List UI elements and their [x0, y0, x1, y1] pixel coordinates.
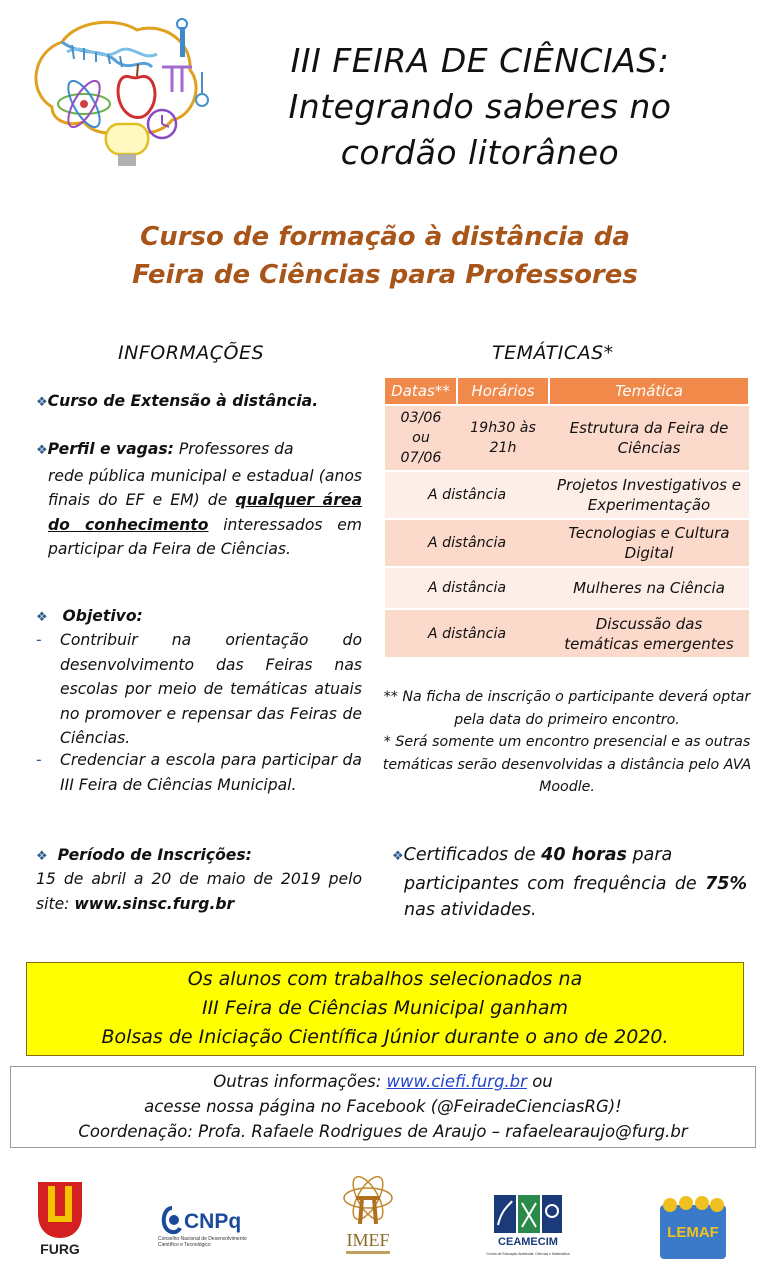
banner-line: III Feira de Ciências Municipal ganham [201, 997, 569, 1019]
perfil-text: rede pública municipal e estadual (anos finais do EF e EM) de [48, 466, 362, 509]
periodo-label: Período de Inscrições: [57, 846, 252, 864]
mode-cell: A distância [385, 519, 549, 567]
cert-hours: 40 horas [541, 845, 627, 865]
objetivo-text: Contribuir na orientação do desenvolvimento das Feiras nas escolas por meio de temáticas atuais no promover e repensar das Feiras de Ciências. [60, 631, 362, 747]
diamond-bullet-icon: ❖ [36, 443, 48, 458]
contact-suffix: ou [526, 1072, 553, 1091]
perfil-highlight: qualquer área do conhecimento [48, 491, 362, 534]
table-row [385, 567, 749, 609]
furg-logo [30, 1178, 90, 1258]
course-subtitle [60, 218, 710, 294]
objetivo-text: Credenciar a escola para participar da III Feira de Ciências Municipal. [60, 751, 362, 794]
cert-percent: 75% [705, 873, 747, 894]
objetivo-item [36, 748, 362, 797]
banner-line: Bolsas de Iniciação Científica Júnior durante o ano de 2020. [101, 1026, 669, 1048]
date-line: 03/06 [400, 410, 442, 426]
table-row [385, 609, 749, 657]
footnotes [382, 686, 752, 799]
scholarship-banner [26, 962, 744, 1056]
column-header: Datas** [385, 378, 457, 405]
subtitle-line: Curso de formação à distância da [140, 222, 630, 252]
tema-cell: Projetos Investigativos e Experimentação [549, 471, 749, 519]
date-line: 07/06 [400, 450, 442, 466]
certificate-info [392, 842, 747, 924]
diamond-bullet-icon: ❖ [392, 849, 404, 864]
subtitle-line: Feira de Ciências para Professores [132, 260, 638, 290]
diamond-bullet-icon: ❖ [36, 849, 48, 864]
title-line: cordão litorâneo [340, 133, 620, 172]
date-line: ou [412, 430, 430, 446]
tema-cell: Tecnologias e Cultura Digital [549, 519, 749, 567]
dash-bullet: - [36, 631, 42, 649]
cnpq-label: CNPq [184, 1210, 242, 1233]
tema-cell: Discussão das temáticas emergentes [549, 609, 749, 657]
perfil-text: interessados em participar da Feira de Ciências. [48, 515, 362, 558]
lemaf-label: LEMAF [667, 1224, 719, 1241]
diamond-bullet-icon: ❖ [36, 395, 48, 410]
cnpq-logo [158, 1200, 256, 1248]
perfil-section [36, 437, 362, 562]
contact-line [11, 1069, 755, 1094]
info-heading: INFORMAÇÕES [118, 342, 265, 364]
column-header: Temática [549, 378, 749, 405]
tematicas-heading: TEMÁTICAS* [492, 342, 614, 364]
lemaf-logo [660, 1195, 726, 1259]
cnpq-subtitle: Científico e Tecnológico [158, 1242, 211, 1248]
objetivo-label: Objetivo: [62, 607, 143, 625]
title-line: Integrando saberes no [288, 87, 672, 126]
periodo-heading [36, 843, 362, 870]
banner-line: Os alunos com trabalhos selecionados na [187, 968, 583, 990]
course-label: Curso de Extensão à distância. [47, 392, 319, 410]
time-cell: 19h30 às 21h [457, 405, 549, 471]
cert-text: nas atividades. [404, 900, 537, 920]
dash-bullet: - [36, 751, 42, 769]
mode-cell: A distância [385, 471, 549, 519]
cert-text: participantes com frequência de [404, 873, 697, 894]
contact-box [10, 1066, 756, 1148]
facebook-line: acesse nossa página no Facebook (@FeiradeCienciasRG)! [144, 1097, 622, 1116]
cnpq-subtitle: Conselho Nacional de Desenvolvimento [158, 1236, 247, 1242]
tema-cell: Estrutura da Feira de Ciências [549, 405, 749, 471]
science-brain-logo [22, 12, 207, 172]
course-type [36, 389, 362, 416]
perfil-text: Professores da [173, 440, 294, 458]
mode-cell: A distância [385, 567, 549, 609]
coordination-line: Coordenação: Profa. Rafaele Rodrigues de Araujo – rafaelearaujo@furg.br [78, 1122, 688, 1141]
periodo-text [36, 867, 362, 916]
cert-text: para [626, 845, 673, 865]
ceamecim-subtitle: Centro de Educação Ambiental, Ciências e Matemática [486, 1252, 570, 1256]
objetivo-item [36, 628, 362, 751]
schedule-table [385, 378, 750, 657]
table-header-row [385, 378, 749, 405]
event-title [220, 38, 740, 176]
ceamecim-label: CEAMECIM [498, 1236, 558, 1248]
imef-logo [338, 1168, 398, 1260]
imef-label: IMEF [346, 1230, 390, 1250]
table-row [385, 405, 749, 471]
objetivo-heading [36, 604, 362, 631]
periodo-dates: 15 de abril a 20 de maio de 2019 pelo site: [36, 870, 362, 913]
table-row [385, 471, 749, 519]
tema-cell: Mulheres na Ciência [549, 567, 749, 609]
mode-cell: A distância [385, 609, 549, 657]
website-link[interactable]: www.ciefi.furg.br [386, 1072, 527, 1091]
diamond-bullet-icon: ❖ [36, 610, 48, 625]
contact-prefix: Outras informações: [213, 1072, 387, 1091]
date-cell [385, 405, 457, 471]
perfil-label: Perfil e vagas: [47, 440, 174, 458]
table-row [385, 519, 749, 567]
cert-text: Certificados de [403, 845, 542, 865]
registration-site: www.sinsc.furg.br [74, 894, 235, 913]
title-line: III FEIRA DE CIÊNCIAS: [290, 41, 670, 80]
footnote: * Será somente um encontro presencial e as outras temáticas serão desenvolvidas a distância pelo AVA Moodle. [382, 734, 752, 795]
column-header: Horários [457, 378, 549, 405]
furg-label: FURG [40, 1241, 80, 1257]
footnote: ** Na ficha de inscrição o participante deverá optar pela data do primeiro encontro. [383, 689, 751, 728]
ceamecim-logo [486, 1193, 570, 1263]
